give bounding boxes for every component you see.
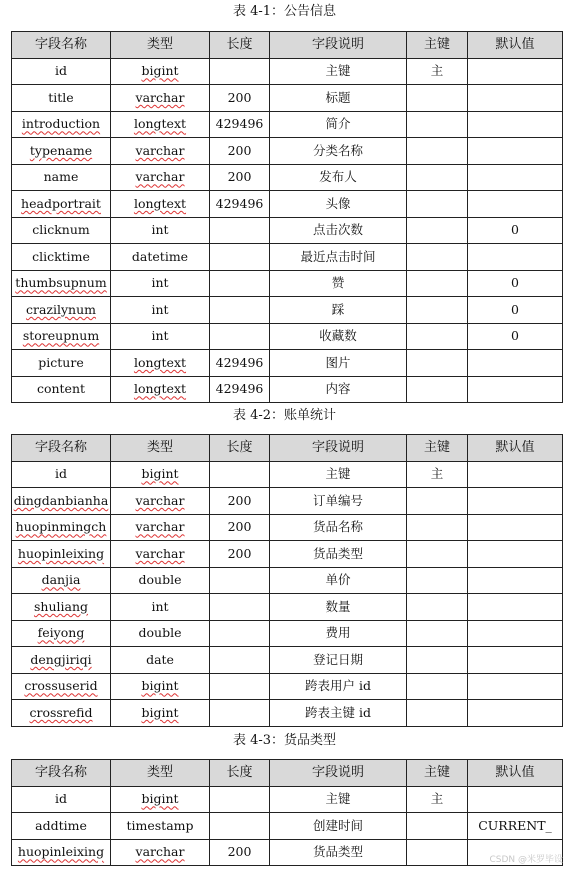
- cell-description: 最近点击时间: [270, 244, 407, 271]
- spellcheck-underlined-text: varchar: [135, 545, 185, 561]
- cell-type: [111, 786, 210, 813]
- spellcheck-underlined-text: varchar: [135, 844, 185, 860]
- spellcheck-underlined-text: danjia: [41, 572, 81, 588]
- cell-default: [468, 111, 563, 138]
- table-row: [12, 191, 563, 218]
- cell-field-name: [12, 673, 111, 700]
- cell-type: [111, 138, 210, 165]
- cell-description: 创建时间: [270, 813, 407, 840]
- cell-length: 200: [210, 164, 270, 191]
- cell-description: 跨表主键 id: [270, 700, 407, 727]
- spellcheck-underlined-text: id: [55, 791, 67, 807]
- cell-type: [111, 839, 210, 866]
- cell-description: 发布人: [270, 164, 407, 191]
- cell-field-name: [12, 217, 111, 244]
- cell-description: 收藏数: [270, 323, 407, 350]
- table-row: [12, 323, 563, 350]
- cell-primary-key: [407, 620, 468, 647]
- cell-default: [468, 647, 563, 674]
- cell-default: 0: [468, 217, 563, 244]
- cell-description: 登记日期: [270, 647, 407, 674]
- spellcheck-underlined-text: bigint: [141, 791, 179, 807]
- cell-description: 货品名称: [270, 514, 407, 541]
- cell-primary-key: [407, 813, 468, 840]
- cell-length: 429496: [210, 191, 270, 218]
- cell-type: [111, 620, 210, 647]
- cell-type: [111, 244, 210, 271]
- spellcheck-underlined-text: storeupnum: [22, 328, 100, 344]
- spellcheck-underlined-text: bigint: [141, 63, 179, 79]
- header-field-name: 字段名称: [12, 435, 111, 462]
- table-row: [12, 297, 563, 324]
- cell-primary-key: [407, 567, 468, 594]
- table-row: [12, 217, 563, 244]
- header-row: [12, 32, 563, 59]
- field-table-2: [11, 434, 563, 727]
- cell-type: [111, 217, 210, 244]
- cell-length: 200: [210, 514, 270, 541]
- spellcheck-underlined-text: shuliang: [33, 598, 89, 614]
- cell-primary-key: [407, 488, 468, 515]
- cell-length: [210, 813, 270, 840]
- cell-description: 跨表用户 id: [270, 673, 407, 700]
- spellcheck-underlined-text: int: [151, 275, 169, 291]
- cell-primary-key: [407, 376, 468, 403]
- spellcheck-underlined-text: longtext: [133, 195, 187, 211]
- table-row: [12, 620, 563, 647]
- cell-description: 主键: [270, 58, 407, 85]
- cell-length: [210, 461, 270, 488]
- cell-primary-key: 主: [407, 461, 468, 488]
- spellcheck-underlined-text: varchar: [135, 169, 185, 185]
- cell-description: 简介: [270, 111, 407, 138]
- cell-field-name: [12, 164, 111, 191]
- header-type: 类型: [111, 760, 210, 787]
- table-row: [12, 514, 563, 541]
- table-row: [12, 700, 563, 727]
- cell-field-name: [12, 191, 111, 218]
- cell-type: [111, 350, 210, 377]
- cell-default: [468, 138, 563, 165]
- cell-type: [111, 700, 210, 727]
- cell-type: [111, 111, 210, 138]
- header-description: 字段说明: [270, 435, 407, 462]
- cell-field-name: [12, 594, 111, 621]
- table-row: [12, 461, 563, 488]
- header-default: 默认值: [468, 32, 563, 59]
- cell-type: [111, 594, 210, 621]
- header-row: [12, 760, 563, 787]
- cell-default: [468, 594, 563, 621]
- table-row: [12, 647, 563, 674]
- cell-length: [210, 673, 270, 700]
- table-row: [12, 541, 563, 568]
- cell-primary-key: [407, 673, 468, 700]
- header-length: 长度: [210, 32, 270, 59]
- table-row: [12, 270, 563, 297]
- cell-primary-key: [407, 839, 468, 866]
- spellcheck-underlined-text: picture: [38, 354, 84, 370]
- cell-field-name: [12, 461, 111, 488]
- header-description: 字段说明: [270, 760, 407, 787]
- cell-length: 200: [210, 541, 270, 568]
- cell-default: [468, 350, 563, 377]
- cell-default: [468, 514, 563, 541]
- watermark: CSDN @米罗毕设: [489, 855, 563, 865]
- table-row: [12, 350, 563, 377]
- cell-primary-key: [407, 217, 468, 244]
- header-default: 默认值: [468, 760, 563, 787]
- cell-description: 主键: [270, 786, 407, 813]
- cell-length: 200: [210, 488, 270, 515]
- cell-type: [111, 191, 210, 218]
- cell-description: 货品类型: [270, 541, 407, 568]
- cell-type: [111, 270, 210, 297]
- cell-type: [111, 164, 210, 191]
- cell-description: 图片: [270, 350, 407, 377]
- cell-description: 数量: [270, 594, 407, 621]
- spellcheck-underlined-text: typename: [29, 142, 93, 158]
- cell-description: 分类名称: [270, 138, 407, 165]
- cell-default: [468, 244, 563, 271]
- cell-length: 429496: [210, 376, 270, 403]
- cell-primary-key: [407, 700, 468, 727]
- spellcheck-underlined-text: varchar: [135, 492, 185, 508]
- field-table-3: [11, 759, 563, 866]
- cell-default: [468, 376, 563, 403]
- spellcheck-underlined-text: int: [151, 222, 169, 238]
- cell-default: [468, 700, 563, 727]
- spellcheck-underlined-text: longtext: [133, 354, 187, 370]
- cell-field-name: [12, 620, 111, 647]
- spellcheck-underlined-text: title: [48, 89, 74, 105]
- spellcheck-underlined-text: content: [36, 381, 86, 397]
- cell-field-name: [12, 786, 111, 813]
- spellcheck-underlined-text: double: [138, 625, 182, 641]
- cell-primary-key: [407, 138, 468, 165]
- spellcheck-underlined-text: name: [43, 169, 79, 185]
- cell-type: [111, 567, 210, 594]
- spellcheck-underlined-text: varchar: [135, 519, 185, 535]
- cell-length: 200: [210, 85, 270, 112]
- cell-default: [468, 786, 563, 813]
- spellcheck-underlined-text: int: [151, 328, 169, 344]
- cell-field-name: [12, 514, 111, 541]
- cell-length: [210, 217, 270, 244]
- table-row: [12, 58, 563, 85]
- header-field-name: 字段名称: [12, 32, 111, 59]
- spellcheck-underlined-text: int: [151, 598, 169, 614]
- spellcheck-underlined-text: thumbsupnum: [15, 275, 107, 291]
- cell-length: [210, 700, 270, 727]
- cell-length: [210, 297, 270, 324]
- cell-description: 踩: [270, 297, 407, 324]
- cell-length: 429496: [210, 350, 270, 377]
- cell-length: [210, 58, 270, 85]
- spellcheck-underlined-text: varchar: [135, 142, 185, 158]
- spellcheck-underlined-text: clicktime: [32, 248, 90, 264]
- cell-description: 费用: [270, 620, 407, 647]
- table-row: [12, 488, 563, 515]
- cell-primary-key: [407, 111, 468, 138]
- spellcheck-underlined-text: huopinleixing: [17, 545, 105, 561]
- cell-primary-key: [407, 350, 468, 377]
- cell-primary-key: [407, 191, 468, 218]
- cell-field-name: [12, 138, 111, 165]
- spellcheck-underlined-text: huopinleixing: [17, 844, 105, 860]
- spellcheck-underlined-text: int: [151, 301, 169, 317]
- cell-primary-key: [407, 85, 468, 112]
- cell-field-name: [12, 244, 111, 271]
- cell-field-name: [12, 813, 111, 840]
- cell-length: [210, 567, 270, 594]
- cell-length: [210, 594, 270, 621]
- cell-primary-key: [407, 244, 468, 271]
- spellcheck-underlined-text: datetime: [131, 248, 189, 264]
- cell-field-name: [12, 323, 111, 350]
- cell-primary-key: [407, 514, 468, 541]
- spellcheck-underlined-text: clicknum: [32, 222, 90, 238]
- cell-field-name: [12, 647, 111, 674]
- spellcheck-underlined-text: id: [55, 63, 67, 79]
- field-table-1: [11, 31, 563, 403]
- cell-default: [468, 461, 563, 488]
- header-description: 字段说明: [270, 32, 407, 59]
- cell-length: [210, 323, 270, 350]
- cell-type: [111, 673, 210, 700]
- spellcheck-underlined-text: longtext: [133, 116, 187, 132]
- cell-field-name: [12, 488, 111, 515]
- cell-primary-key: [407, 594, 468, 621]
- table-row: [12, 786, 563, 813]
- cell-type: [111, 813, 210, 840]
- table-row: [12, 594, 563, 621]
- table-row: [12, 376, 563, 403]
- spellcheck-underlined-text: varchar: [135, 89, 185, 105]
- cell-length: [210, 244, 270, 271]
- spellcheck-underlined-text: double: [138, 572, 182, 588]
- header-length: 长度: [210, 760, 270, 787]
- cell-type: [111, 488, 210, 515]
- cell-primary-key: 主: [407, 786, 468, 813]
- spellcheck-underlined-text: dingdanbianha: [13, 492, 109, 508]
- cell-length: [210, 786, 270, 813]
- cell-type: [111, 461, 210, 488]
- table-caption-2: 表 4-2：账单统计: [232, 408, 337, 423]
- cell-field-name: [12, 700, 111, 727]
- cell-length: 200: [210, 138, 270, 165]
- cell-description: 货品类型: [270, 839, 407, 866]
- header-type: 类型: [111, 435, 210, 462]
- cell-length: [210, 647, 270, 674]
- cell-primary-key: [407, 647, 468, 674]
- cell-field-name: [12, 297, 111, 324]
- spellcheck-underlined-text: introduction: [21, 116, 101, 132]
- cell-description: 赞: [270, 270, 407, 297]
- cell-type: [111, 541, 210, 568]
- spellcheck-underlined-text: huopinmingch: [15, 519, 107, 535]
- table-row: [12, 567, 563, 594]
- spellcheck-underlined-text: longtext: [133, 381, 187, 397]
- cell-field-name: [12, 58, 111, 85]
- table-row: [12, 673, 563, 700]
- cell-field-name: [12, 567, 111, 594]
- cell-field-name: [12, 376, 111, 403]
- header-default: 默认值: [468, 435, 563, 462]
- header-primary-key: 主键: [407, 32, 468, 59]
- cell-primary-key: [407, 297, 468, 324]
- cell-default: [468, 541, 563, 568]
- cell-description: 点击次数: [270, 217, 407, 244]
- spellcheck-underlined-text: crazilynum: [25, 301, 97, 317]
- cell-type: [111, 647, 210, 674]
- cell-field-name: [12, 839, 111, 866]
- table-row: [12, 111, 563, 138]
- cell-length: [210, 270, 270, 297]
- spellcheck-underlined-text: bigint: [141, 678, 179, 694]
- spellcheck-underlined-text: date: [146, 651, 174, 667]
- cell-primary-key: 主: [407, 58, 468, 85]
- cell-primary-key: [407, 541, 468, 568]
- cell-length: 429496: [210, 111, 270, 138]
- spellcheck-underlined-text: bigint: [141, 466, 179, 482]
- cell-default: CURRENT_: [468, 813, 563, 840]
- table-row: [12, 138, 563, 165]
- cell-type: [111, 376, 210, 403]
- cell-primary-key: [407, 270, 468, 297]
- spellcheck-underlined-text: crossuserid: [24, 678, 98, 694]
- spellcheck-underlined-text: feiyong: [37, 625, 85, 641]
- cell-type: [111, 323, 210, 350]
- cell-default: [468, 488, 563, 515]
- cell-default: [468, 164, 563, 191]
- cell-description: 订单编号: [270, 488, 407, 515]
- cell-primary-key: [407, 164, 468, 191]
- spellcheck-underlined-text: bigint: [141, 704, 179, 720]
- cell-primary-key: [407, 323, 468, 350]
- cell-type: [111, 514, 210, 541]
- cell-default: [468, 85, 563, 112]
- cell-description: 标题: [270, 85, 407, 112]
- spellcheck-underlined-text: id: [55, 466, 67, 482]
- header-field-name: 字段名称: [12, 760, 111, 787]
- table-row: [12, 839, 563, 866]
- cell-type: [111, 85, 210, 112]
- spellcheck-underlined-text: timestamp: [126, 817, 194, 833]
- header-row: [12, 435, 563, 462]
- cell-default: [468, 58, 563, 85]
- header-primary-key: 主键: [407, 435, 468, 462]
- cell-description: 头像: [270, 191, 407, 218]
- spellcheck-underlined-text: dengjiriqi: [30, 651, 92, 667]
- header-primary-key: 主键: [407, 760, 468, 787]
- cell-description: 单价: [270, 567, 407, 594]
- cell-default: 0: [468, 323, 563, 350]
- cell-field-name: [12, 541, 111, 568]
- cell-default: 0: [468, 270, 563, 297]
- table-row: [12, 164, 563, 191]
- table-caption-3: 表 4-3：货品类型: [232, 733, 337, 748]
- cell-field-name: [12, 270, 111, 297]
- cell-field-name: [12, 350, 111, 377]
- table-row: [12, 85, 563, 112]
- cell-default: 0: [468, 297, 563, 324]
- cell-default: [468, 191, 563, 218]
- cell-default: [468, 567, 563, 594]
- spellcheck-underlined-text: addtime: [35, 817, 87, 833]
- spellcheck-underlined-text: headportrait: [21, 195, 101, 211]
- table-row: [12, 244, 563, 271]
- cell-description: 主键: [270, 461, 407, 488]
- header-length: 长度: [210, 435, 270, 462]
- cell-field-name: [12, 85, 111, 112]
- header-type: 类型: [111, 32, 210, 59]
- spellcheck-underlined-text: crossrefid: [29, 704, 93, 720]
- cell-length: [210, 620, 270, 647]
- cell-length: 200: [210, 839, 270, 866]
- table-row: [12, 813, 563, 840]
- cell-type: [111, 58, 210, 85]
- table-caption-1: 表 4-1：公告信息: [232, 4, 337, 19]
- cell-field-name: [12, 111, 111, 138]
- cell-default: [468, 673, 563, 700]
- cell-description: 内容: [270, 376, 407, 403]
- cell-type: [111, 297, 210, 324]
- cell-default: [468, 620, 563, 647]
